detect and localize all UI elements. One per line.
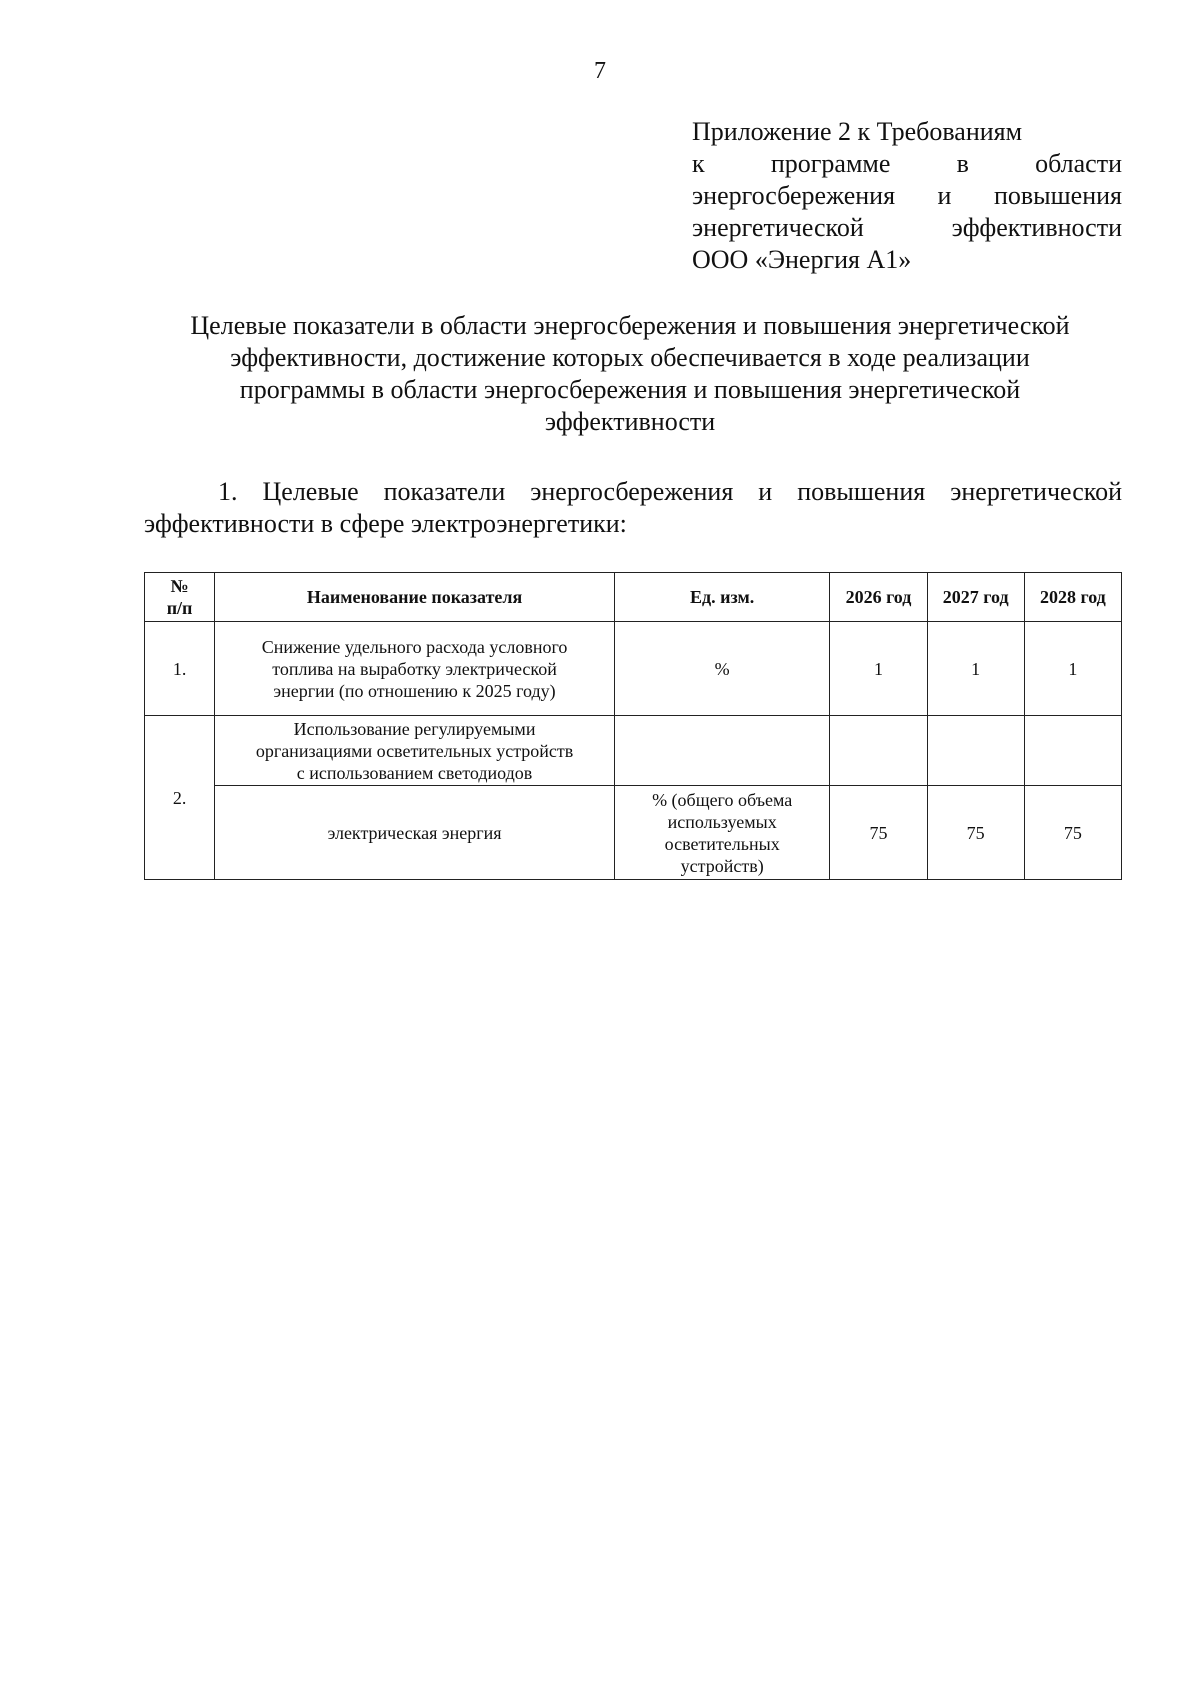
appendix-line: Приложение 2 к Требованиям	[692, 117, 1023, 146]
page-number: 7	[594, 58, 606, 84]
row-unit-empty	[614, 716, 829, 786]
row-value-2028: 1	[1024, 622, 1121, 716]
header-number-symbol: №	[170, 576, 189, 596]
subrow-value-2028: 75	[1024, 786, 1121, 880]
section-heading	[144, 476, 1122, 540]
header-number	[145, 573, 215, 622]
table-row	[145, 622, 1122, 716]
header-2027: 2027 год	[927, 573, 1024, 622]
document-title	[140, 310, 1120, 438]
row-indicator-name	[215, 716, 615, 786]
section-line-2: эффективности в сфере электроэнергетики:	[144, 509, 627, 538]
appendix-line: энергетической эффективности	[692, 213, 1122, 242]
subrow-value-2026: 75	[830, 786, 927, 880]
appendix-line: энергосбережения и повышения	[692, 181, 1122, 210]
title-line: эффективности, достижение которых обеспечивается в ходе реализации	[230, 343, 1030, 372]
name-line: Использование регулируемыми	[293, 718, 536, 739]
title-line: эффективности	[544, 407, 716, 436]
title-line: Целевые показатели в области энергосбережения и повышения энергетической	[190, 311, 1070, 340]
row-value-2026: 1	[830, 622, 927, 716]
subrow-name: электрическая энергия	[215, 786, 615, 880]
header-number-abbr: п/п	[166, 598, 193, 618]
row-value-2026-empty	[830, 716, 927, 786]
name-line: организациями осветительных устройств	[255, 740, 574, 761]
header-unit: Ед. изм.	[614, 573, 829, 622]
table-row	[145, 716, 1122, 786]
title-line: программы в области энергосбережения и повышения энергетической	[239, 375, 1021, 404]
row-number: 2.	[145, 716, 215, 880]
appendix-note	[692, 116, 1122, 276]
name-line: с использованием светодиодов	[296, 762, 533, 783]
indicators-table	[144, 572, 1122, 880]
header-name: Наименование показателя	[215, 573, 615, 622]
row-indicator-name	[215, 622, 615, 716]
unit-line: используемых	[667, 811, 777, 832]
table-header-row	[145, 573, 1122, 622]
appendix-line: к программе в области	[692, 149, 1122, 178]
row-value-2027: 1	[927, 622, 1024, 716]
row-number: 1.	[145, 622, 215, 716]
appendix-line: ООО «Энергия А1»	[692, 245, 912, 274]
row-value-2027-empty	[927, 716, 1024, 786]
subrow-unit	[614, 786, 829, 880]
row-value-2028-empty	[1024, 716, 1121, 786]
row-unit: %	[614, 622, 829, 716]
unit-line: осветительных	[664, 833, 780, 854]
name-line: энергии (по отношению к 2025 году)	[273, 680, 556, 701]
name-line: Снижение удельного расхода условного	[261, 636, 568, 657]
header-2026: 2026 год	[830, 573, 927, 622]
table-subrow	[145, 786, 1122, 880]
unit-line: устройств)	[680, 855, 764, 876]
subrow-value-2027: 75	[927, 786, 1024, 880]
name-line: топлива на выработку электрической	[272, 658, 557, 679]
header-2028: 2028 год	[1024, 573, 1121, 622]
unit-line: % (общего объема	[652, 789, 793, 810]
section-line-1: 1. Целевые показатели энергосбережения и повышения энергетической	[218, 477, 1122, 506]
